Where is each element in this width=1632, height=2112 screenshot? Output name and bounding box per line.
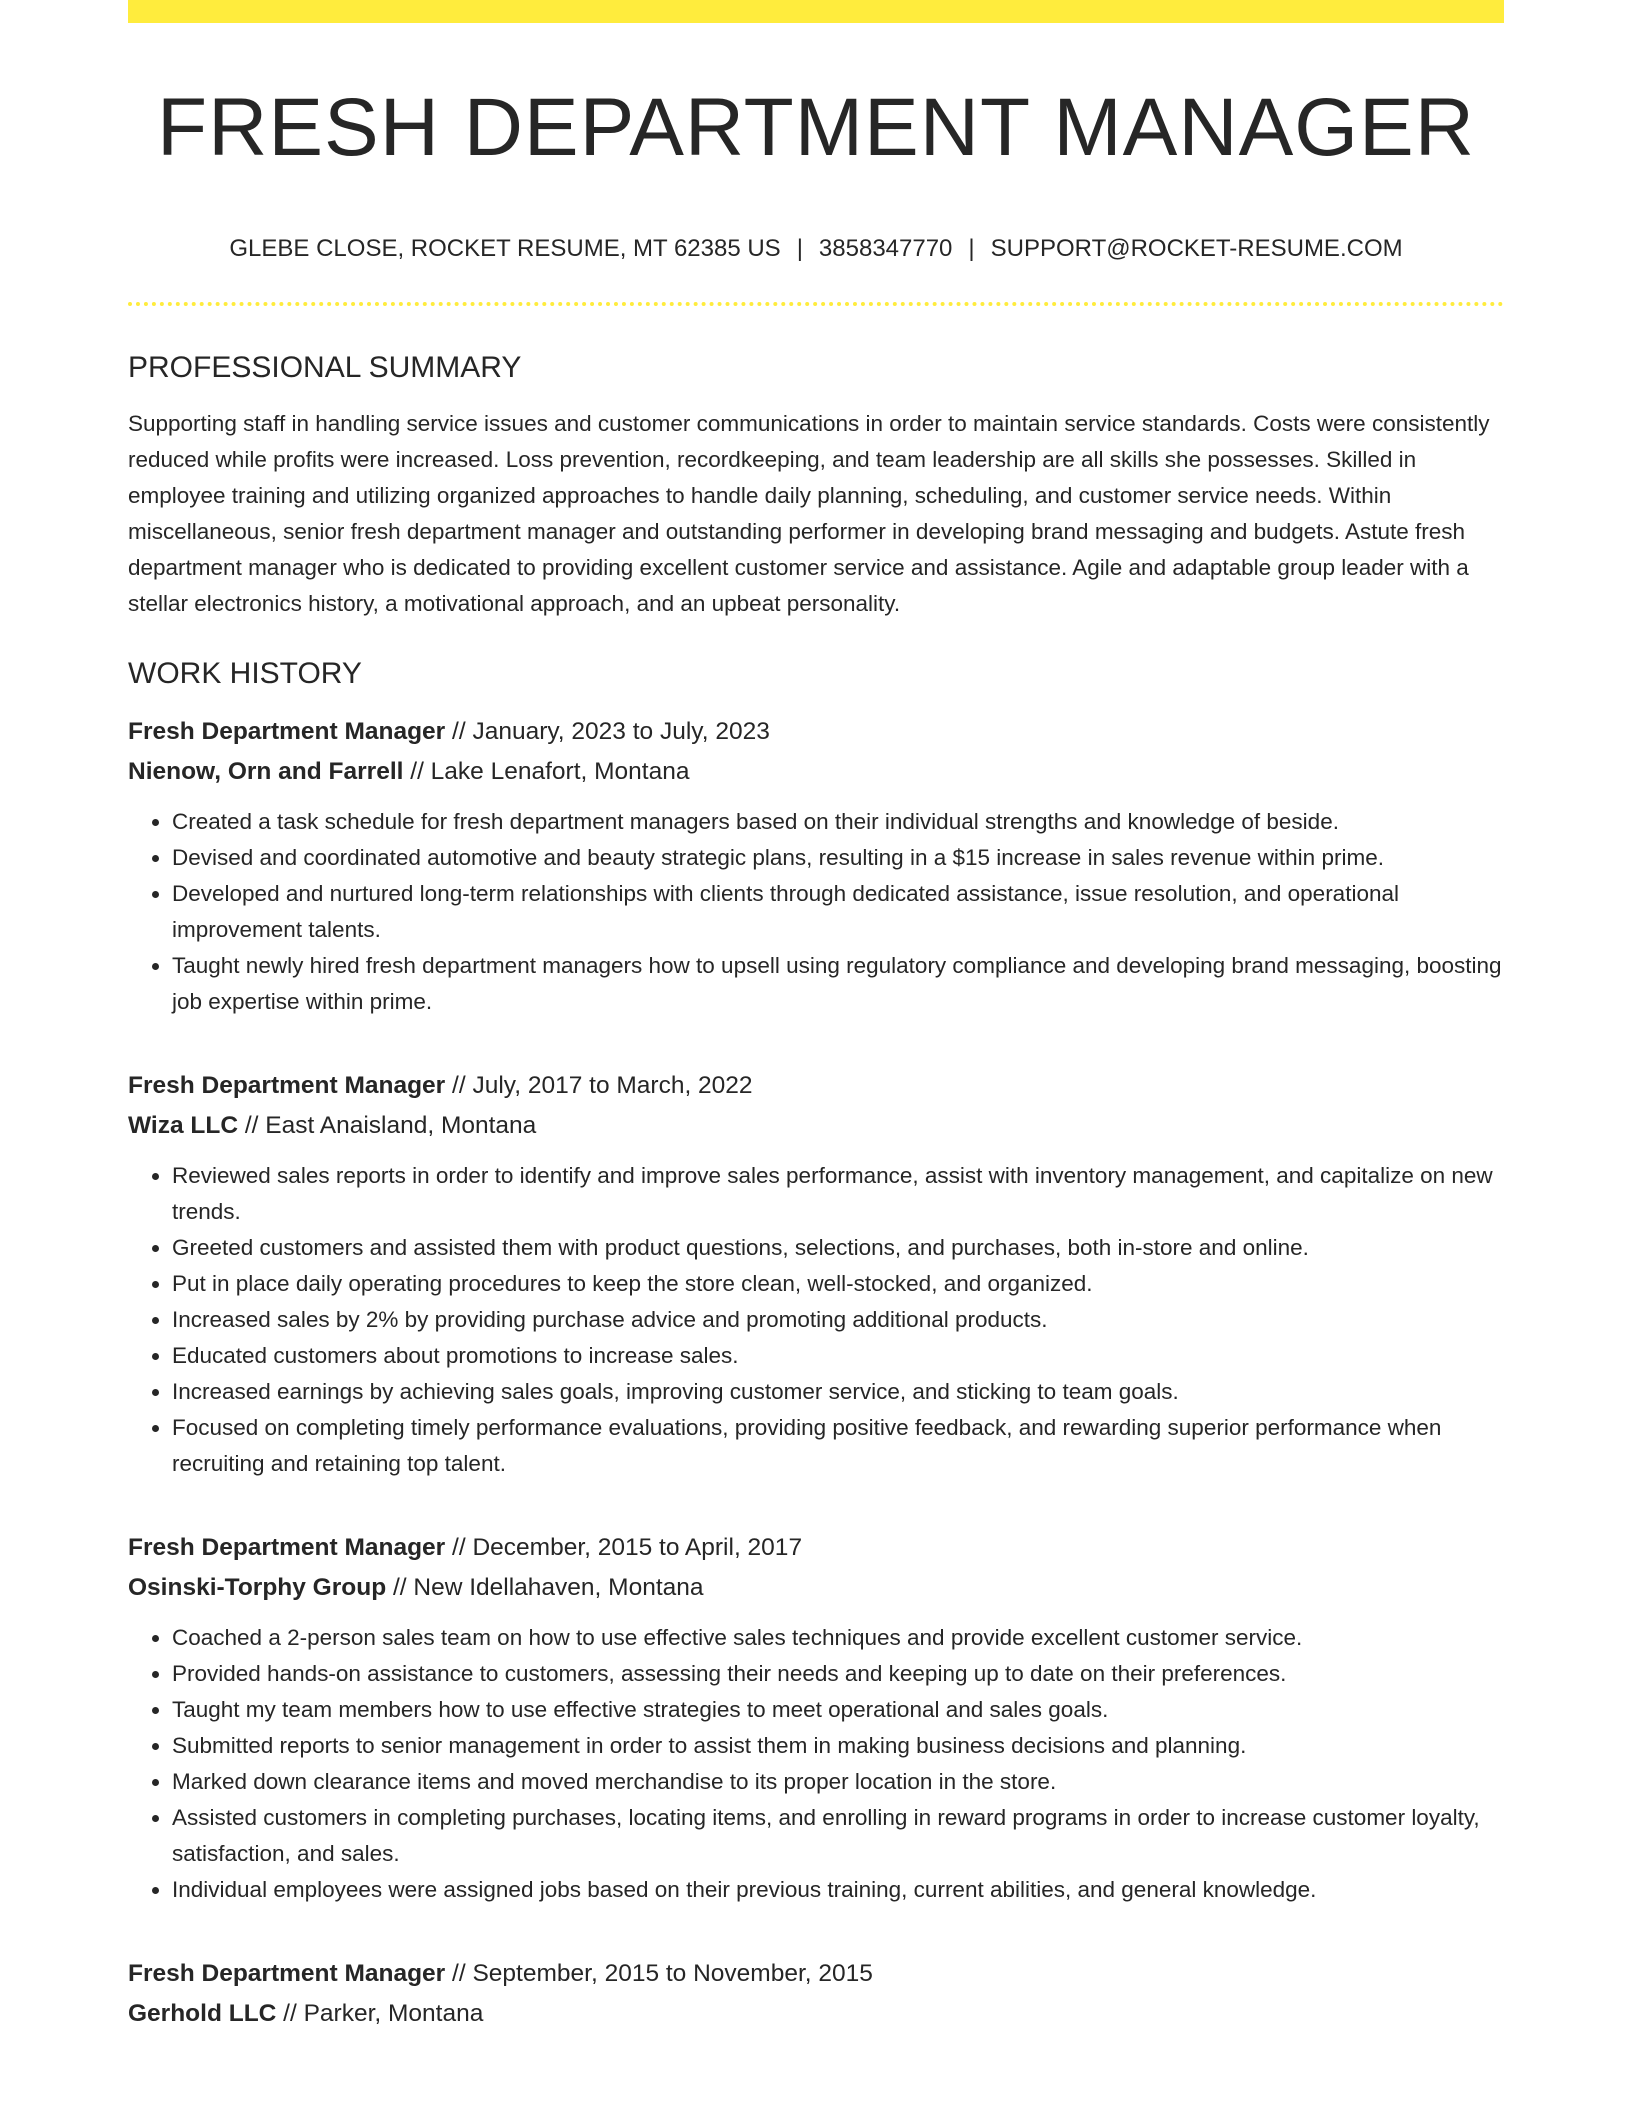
- job-role: Fresh Department Manager: [128, 1533, 446, 1561]
- job-location: // New Idellahaven, Montana: [386, 1573, 704, 1601]
- list-item: • Submitted reports to senior management in order to assist them in making business decisions and planning.: [172, 1728, 1504, 1764]
- list-item: • Individual employees were assigned jobs based on their previous training, current abilities, and general knowledge.: [172, 1872, 1504, 1908]
- job-company: Gerhold LLC: [128, 1999, 277, 2027]
- job-location: // East Anaisland, Montana: [238, 1111, 537, 1139]
- job-location: // Parker, Montana: [276, 1999, 484, 2027]
- list-item: • Put in place daily operating procedures to keep the store clean, well-stocked, and organized.: [172, 1266, 1504, 1302]
- accent-bar: [128, 0, 1504, 23]
- job-company: Nienow, Orn and Farrell: [128, 757, 404, 785]
- list-item: • Coached a 2-person sales team on how to use effective sales techniques and provide excellent customer service.: [172, 1620, 1504, 1656]
- summary-heading: PROFESSIONAL SUMMARY: [128, 350, 522, 384]
- job-role: Fresh Department Manager: [128, 717, 446, 745]
- contact-separator: |: [968, 235, 975, 263]
- contact-line: [128, 235, 1504, 264]
- job-entry: [128, 712, 1504, 1020]
- job-company: Wiza LLC: [128, 1111, 239, 1139]
- contact-email: SUPPORT@ROCKET-RESUME.COM: [990, 235, 1403, 263]
- contact-address: GLEBE CLOSE, ROCKET RESUME, MT 62385 US: [229, 235, 781, 263]
- list-item: • Created a task schedule for fresh department managers based on their individual strengths and knowledge of beside.: [172, 804, 1504, 840]
- list-item: • Assisted customers in completing purchases, locating items, and enrolling in reward programs in order to increase customer loyalty, satisfaction, and sales.: [172, 1800, 1504, 1872]
- job-entry: [128, 1528, 1504, 1908]
- job-title-line: [128, 1066, 1504, 1106]
- job-role: Fresh Department Manager: [128, 1959, 446, 1987]
- job-role: Fresh Department Manager: [128, 1071, 446, 1099]
- list-item: • Educated customers about promotions to increase sales.: [172, 1338, 1504, 1374]
- list-item: • Increased sales by 2% by providing purchase advice and promoting additional products.: [172, 1302, 1504, 1338]
- job-dates: // July, 2017 to March, 2022: [445, 1071, 753, 1099]
- job-company-line: [128, 1106, 1504, 1146]
- list-item: • Developed and nurtured long-term relationships with clients through dedicated assistance, issue resolution, and operational improvement talents.: [172, 876, 1504, 948]
- list-item: • Increased earnings by achieving sales goals, improving customer service, and sticking to team goals.: [172, 1374, 1504, 1410]
- list-item: • Focused on completing timely performance evaluations, providing positive feedback, and rewarding superior performance when recruiting and retaining top talent.: [172, 1410, 1504, 1482]
- job-bullets: [128, 1158, 1504, 1482]
- job-company: Osinski-Torphy Group: [128, 1573, 387, 1601]
- job-entry: [128, 1066, 1504, 1482]
- job-title-line: [128, 712, 1504, 752]
- contact-phone: 3858347770: [818, 235, 953, 263]
- job-entry: [128, 1954, 1504, 2034]
- resume-name: FRESH DEPARTMENT MANAGER: [157, 82, 1475, 173]
- job-company-line: [128, 1994, 1504, 2034]
- job-bullets: [128, 804, 1504, 1020]
- job-dates: // December, 2015 to April, 2017: [445, 1533, 803, 1561]
- work-history-heading: WORK HISTORY: [128, 656, 362, 690]
- list-item: • Devised and coordinated automotive and beauty strategic plans, resulting in a $15 increase in sales revenue within prime.: [172, 840, 1504, 876]
- job-dates: // September, 2015 to November, 2015: [445, 1959, 873, 1987]
- job-company-line: [128, 752, 1504, 792]
- contact-separator: |: [796, 235, 803, 263]
- resume-page: [128, 0, 1504, 2034]
- job-dates: // January, 2023 to July, 2023: [445, 717, 770, 745]
- job-company-line: [128, 1568, 1504, 1608]
- job-location: // Lake Lenafort, Montana: [403, 757, 690, 785]
- list-item: • Taught my team members how to use effective strategies to meet operational and sales goals.: [172, 1692, 1504, 1728]
- job-title-line: [128, 1528, 1504, 1568]
- dotted-divider: [128, 302, 1504, 306]
- list-item: • Greeted customers and assisted them with product questions, selections, and purchases, both in-store and online.: [172, 1230, 1504, 1266]
- summary-text: Supporting staff in handling service issues and customer communications in order to maintain service standards. Costs were consistently reduced while profits were increased. Loss prevention, recordkeeping, and team leadership are all skills she possesses. Skilled in employee training and utilizing organized approaches to handle daily planning, scheduling, and customer service needs. Within miscellaneous, senior fresh department manager and outstanding performer in developing brand messaging and budgets. Astute fresh department manager who is dedicated to providing excellent customer service and assistance. Agile and adaptable group leader with a stellar electronics history, a motivational approach, and an upbeat personality.: [128, 410, 1490, 616]
- job-title-line: [128, 1954, 1504, 1994]
- job-bullets: [128, 1620, 1504, 1908]
- list-item: • Reviewed sales reports in order to identify and improve sales performance, assist with inventory management, and capitalize on new trends.: [172, 1158, 1504, 1230]
- list-item: • Provided hands-on assistance to customers, assessing their needs and keeping up to date on their preferences.: [172, 1656, 1504, 1692]
- list-item: • Taught newly hired fresh department managers how to upsell using regulatory compliance and developing brand messaging, boosting job expertise within prime.: [172, 948, 1504, 1020]
- list-item: • Marked down clearance items and moved merchandise to its proper location in the store.: [172, 1764, 1504, 1800]
